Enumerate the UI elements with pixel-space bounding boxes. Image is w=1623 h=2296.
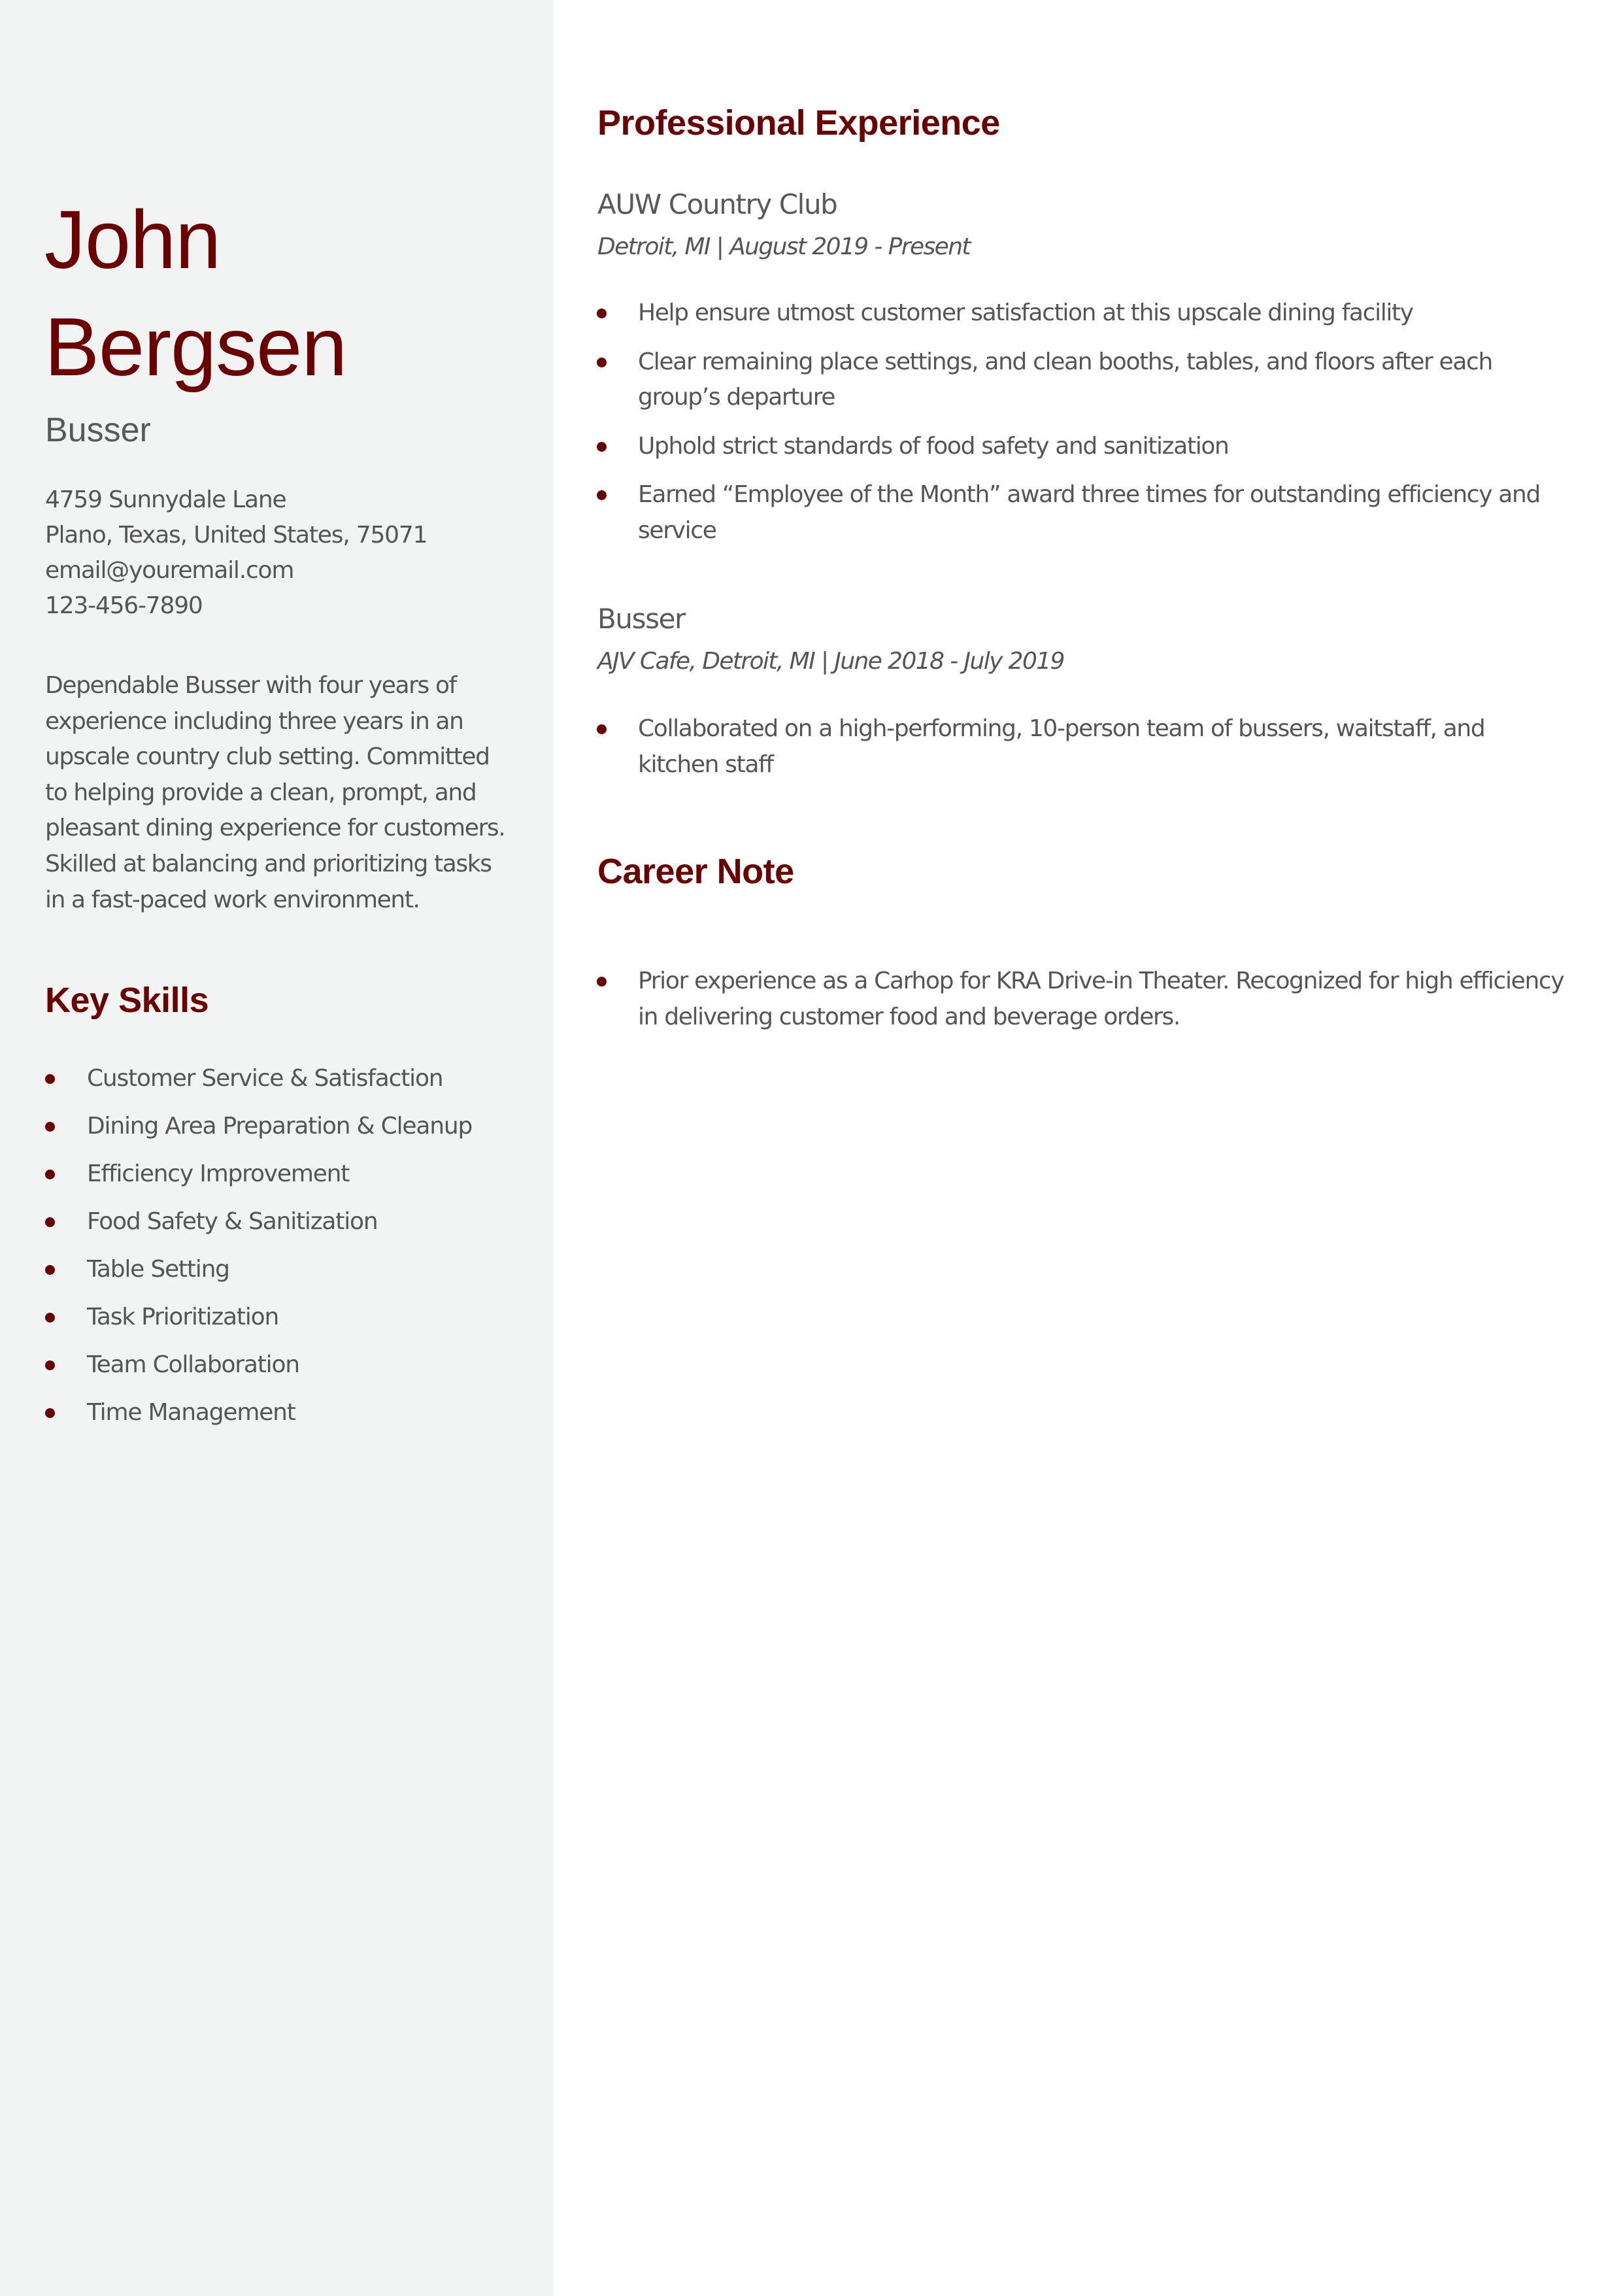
job-title: Busser <box>597 603 685 635</box>
skill-item: Customer Service & Satisfaction <box>0 1061 554 1109</box>
career-note-heading: Career Note <box>597 852 794 891</box>
bullet-icon <box>597 442 607 452</box>
job-bullets <box>597 711 1565 796</box>
career-note-bullets <box>597 964 1565 1048</box>
bullet-icon <box>45 1313 55 1323</box>
job-meta: AJV Cafe, Detroit, MI | June 2018 - July 2019 <box>597 648 1064 675</box>
job-title: AUW Country Club <box>597 188 837 220</box>
job-bullet: Clear remaining place settings, and clean booths, tables, and floors after each group’s departure <box>597 345 1565 416</box>
bullet-icon <box>45 1217 55 1227</box>
email: email@youremail.com <box>45 557 294 584</box>
job-bullet: Uphold strict standards of food safety and sanitization <box>597 429 1565 465</box>
bullet-icon <box>45 1408 55 1418</box>
skill-item: Team Collaboration <box>0 1347 554 1395</box>
bullet-icon <box>45 1074 55 1084</box>
bullet-icon <box>597 309 607 318</box>
bullet-icon <box>45 1265 55 1275</box>
job-bullet: Earned “Employee of the Month” award three times for outstanding efficiency and service <box>597 477 1565 549</box>
job-bullet: Collaborated on a high-performing, 10-person team of bussers, waitstaff, and kitchen staff <box>597 711 1565 783</box>
last-name: Bergsen <box>44 301 347 393</box>
skill-item: Table Setting <box>0 1252 554 1300</box>
skills-heading: Key Skills <box>45 981 209 1020</box>
job-bullets <box>597 295 1565 562</box>
skill-item: Dining Area Preparation & Cleanup <box>0 1109 554 1156</box>
job-bullet: Help ensure utmost customer satisfaction at this upscale dining facility <box>597 295 1565 331</box>
candidate-name <box>44 186 346 401</box>
sidebar <box>0 0 554 2296</box>
skill-item: Food Safety & Sanitization <box>0 1204 554 1252</box>
career-note-bullet: Prior experience as a Carhop for KRA Drive-in Theater. Recognized for high efficiency in delivering customer food and beverage orders. <box>597 964 1565 1035</box>
skill-item: Task Prioritization <box>0 1300 554 1347</box>
bullet-icon <box>45 1360 55 1370</box>
address-line-2: Plano, Texas, United States, 75071 <box>45 522 427 549</box>
bullet-icon <box>597 490 607 500</box>
bullet-icon <box>45 1170 55 1179</box>
address-line-1: 4759 Sunnydale Lane <box>45 486 286 513</box>
job-meta: Detroit, MI | August 2019 - Present <box>597 233 970 260</box>
first-name: John <box>44 194 221 286</box>
bullet-icon <box>597 358 607 367</box>
phone: 123-456-7890 <box>45 592 203 619</box>
bullet-icon <box>597 724 607 734</box>
bullet-icon <box>597 977 607 987</box>
contact-block <box>45 482 427 624</box>
skill-item: Efficiency Improvement <box>0 1156 554 1204</box>
bullet-icon <box>45 1122 55 1132</box>
skill-item: Time Management <box>0 1395 554 1443</box>
skills-list <box>0 1061 554 1443</box>
experience-heading: Professional Experience <box>597 103 1000 143</box>
job-role: Busser <box>45 411 151 449</box>
summary: Dependable Busser with four years of experience including three years in an upscale country club setting. Committed to helping provide a clean, prompt, and pleasant dining experience for customers. Skilled at balancing and prioritizing tasks in a fast-paced work environment. <box>45 672 505 913</box>
